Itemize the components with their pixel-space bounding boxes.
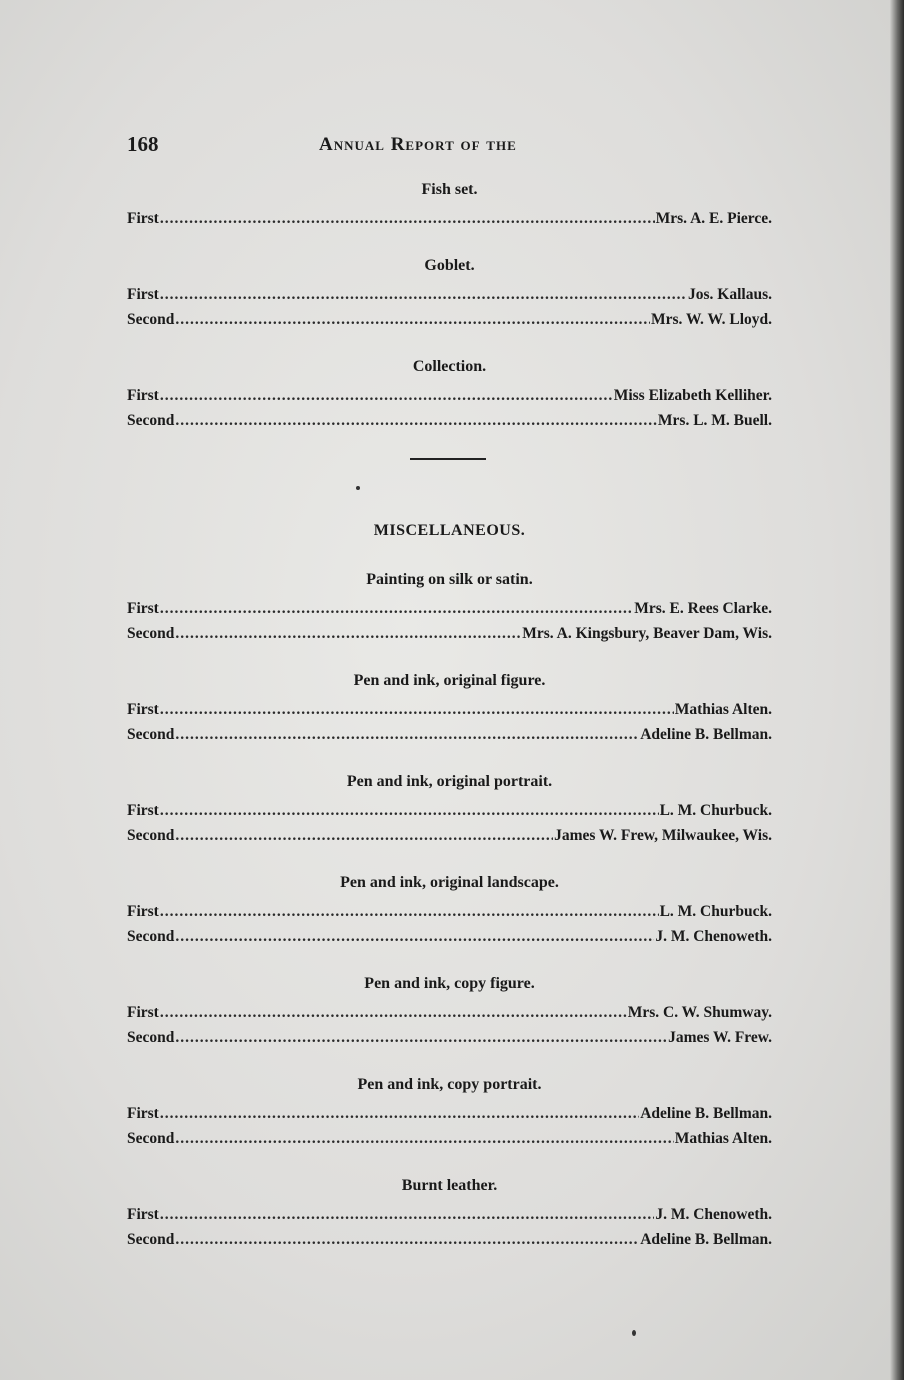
award-entry [127,899,772,924]
entry-winner: Adeline B. Bellman. [640,726,772,743]
award-section [127,570,772,646]
entry-place: Second [127,1130,175,1147]
dot-leader [160,697,674,722]
page-header [127,132,777,160]
dot-leader [175,1126,673,1151]
entry-winner: Mrs. W. W. Lloyd. [650,311,772,328]
entry-winner: Mathias Alten. [674,1130,772,1147]
award-entry [127,924,772,949]
dot-leader [160,206,655,231]
entry-place: Second [127,311,175,328]
entry-winner: Adeline B. Bellman. [640,1105,772,1122]
award-section [127,671,772,747]
running-head: Annual Report of the [319,134,517,155]
award-section [127,772,772,848]
entry-place: Second [127,726,175,743]
ink-speck [356,486,360,490]
entry-place: First [127,903,159,920]
award-entry [127,1202,772,1227]
entry-place: First [127,600,159,617]
entry-winner: James W. Frew, Milwaukee, Wis. [554,827,772,844]
dot-leader [160,1101,639,1126]
section-title: Pen and ink, original landscape. [340,874,559,891]
entry-winner: Mrs. C. W. Shumway. [627,1004,772,1021]
dot-leader [160,1202,654,1227]
entry-place: First [127,1206,159,1223]
entry-place: First [127,802,159,819]
ink-speck [632,1330,636,1336]
entry-winner: Mrs. A. E. Pierce. [655,210,772,227]
entry-winner: J. M. Chenoweth. [655,1206,772,1223]
dot-leader [175,1025,667,1050]
dot-leader [160,596,633,621]
award-entry [127,798,772,823]
entry-winner: Mathias Alten. [674,701,772,718]
entry-place: Second [127,928,175,945]
award-entry [127,722,772,747]
section-title: Burnt leather. [401,1177,498,1194]
dot-leader [160,899,659,924]
dot-leader [175,722,639,747]
entry-winner: Mrs. L. M. Buell. [657,412,772,429]
entry-place: First [127,1105,159,1122]
award-entry [127,1101,772,1126]
top-sections [127,180,772,433]
entry-winner: James W. Frew. [668,1029,772,1046]
section-title: Pen and ink, copy portrait. [357,1076,542,1093]
entry-place: Second [127,1231,175,1248]
award-section [127,1075,772,1151]
dot-leader [175,924,654,949]
entry-winner: L. M. Churbuck. [659,903,772,920]
entry-winner: Mrs. A. Kingsbury, Beaver Dam, Wis. [522,625,772,642]
entry-winner: Adeline B. Bellman. [640,1231,772,1248]
award-entry [127,408,772,433]
entry-winner: Miss Elizabeth Kelliher. [613,387,772,404]
award-entry [127,1227,772,1252]
section-title: Painting on silk or satin. [366,571,533,588]
award-entry [127,1126,772,1151]
dot-leader [160,1000,627,1025]
award-entry [127,823,772,848]
award-entry [127,1025,772,1050]
award-entry [127,383,772,408]
award-entry [127,282,772,307]
award-entry [127,596,772,621]
award-entry [127,1000,772,1025]
entry-place: First [127,210,159,227]
award-section [127,873,772,949]
entry-place: First [127,1004,159,1021]
dot-leader [175,823,553,848]
award-entry [127,307,772,332]
entry-place: First [127,701,159,718]
section-title: Pen and ink, copy figure. [364,975,535,992]
misc-sections [127,570,772,1252]
entry-place: First [127,286,159,303]
award-section [127,180,772,231]
dot-leader [175,1227,639,1252]
award-section [127,1176,772,1252]
entry-place: Second [127,1029,175,1046]
entry-winner: L. M. Churbuck. [659,802,772,819]
page-binding-edge [890,0,904,1380]
dot-leader [160,383,613,408]
dot-leader [160,282,687,307]
dot-leader [160,798,659,823]
award-section [127,357,772,433]
entry-winner: Mrs. E. Rees Clarke. [634,600,772,617]
dot-leader [175,307,650,332]
entry-place: Second [127,412,175,429]
section-title: Pen and ink, original figure. [353,672,546,689]
page-number: 168 [127,132,159,156]
dot-leader [175,408,657,433]
section-title: Pen and ink, original portrait. [346,773,553,790]
dot-leader [175,621,521,646]
award-entry [127,621,772,646]
award-section [127,974,772,1050]
award-entry [127,206,772,231]
section-title: Goblet. [424,257,475,274]
entry-place: Second [127,827,175,844]
entry-place: Second [127,625,175,642]
entry-place: First [127,387,159,404]
awards-list [127,180,772,1277]
award-entry [127,697,772,722]
entry-winner: J. M. Chenoweth. [655,928,772,945]
section-title: Fish set. [421,181,478,198]
award-section [127,256,772,332]
entry-winner: Jos. Kallaus. [688,286,772,303]
major-heading: MISCELLANEOUS. [373,522,526,539]
section-title: Collection. [412,358,487,375]
section-divider [410,458,486,460]
